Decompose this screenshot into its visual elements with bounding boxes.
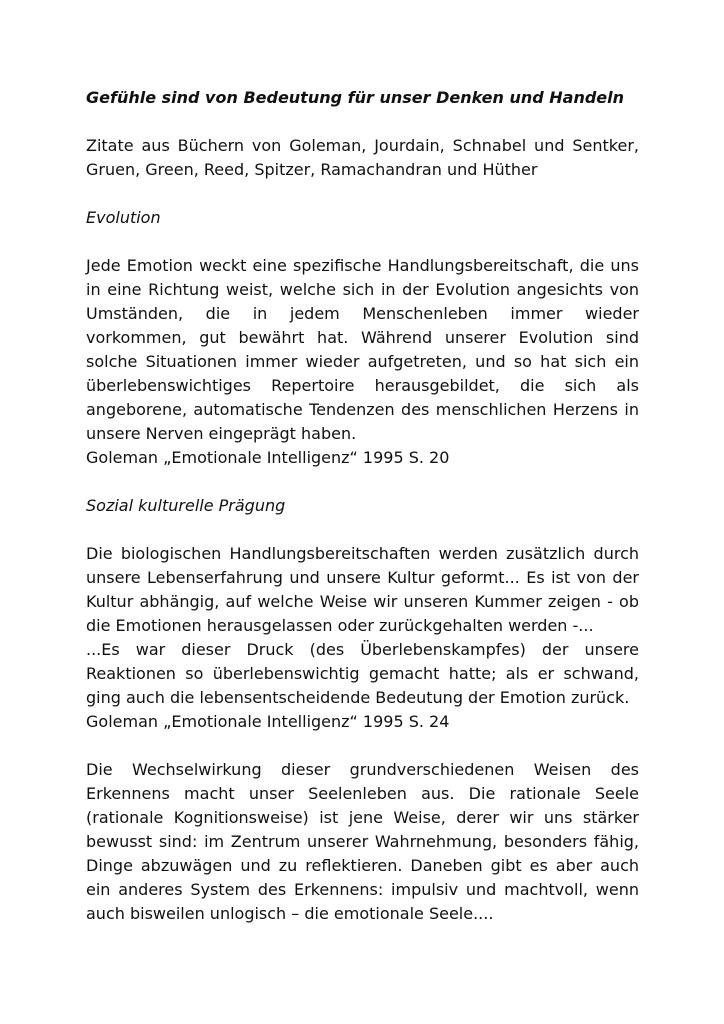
section-sozial-kulturelle-praegung <box>86 542 639 734</box>
section-heading-sozial-kulturelle-praegung: Sozial kulturelle Prägung <box>86 496 286 515</box>
document-title: Gefühle sind von Bedeutung für unser Denken und Handeln <box>86 88 625 107</box>
intro-paragraph: Zitate aus Büchern von Goleman, Jourdain, Schnabel und Sentker, Gruen, Green, Reed, Spitzer, Ramachandran und Hüther <box>86 136 639 179</box>
document-page <box>86 86 639 926</box>
praegung-paragraph-1: Die biologischen Handlungsbereitschaften werden zusätzlich durch unsere Lebenserfahrung und unsere Kultur geformt... Es ist von der Kultur abhängig, auf welche Weise wir unseren Kummer zeigen - ob die Emotionen herausgelassen oder zurückgehalten werden -... <box>86 544 639 635</box>
section-evolution <box>86 254 639 470</box>
praegung-paragraph-2: ...Es war dieser Druck (des Überlebenskampfes) der unsere Reaktionen so überlebenswichtig gemacht hatte; als er schwand, ging auch die lebensentscheidende Bedeutung der Emotion zurück. <box>86 640 639 707</box>
section-heading-evolution: Evolution <box>86 208 161 227</box>
praegung-citation: Goleman „Emotionale Intelligenz“ 1995 S. 24 <box>86 712 450 731</box>
closing-paragraph: Die Wechselwirkung dieser grundverschiedenen Weisen des Erkennens macht unser Seelenleben aus. Die rationale Seele (rationale Kognitionsweise) ist jene Weise, derer wir uns stärker bewusst sind: im Zentrum unserer Wahrnehmung, besonders fähig, Dinge abzuwägen und zu reflektieren. Daneben gibt es aber auch ein anderes System des Erkennens: impulsiv und machtvoll, wenn auch bisweilen unlogisch – die emotionale Seele.... <box>86 760 639 923</box>
evolution-citation: Goleman „Emotionale Intelligenz“ 1995 S. 20 <box>86 448 450 467</box>
evolution-paragraph: Jede Emotion weckt eine spezifische Handlungsbereitschaft, die uns in eine Richtung weist, welche sich in der Evolution angesichts von Umständen, die in jedem Menschenleben immer wieder vorkommen, gut bewährt hat. Während unserer Evolution sind solche Situationen immer wieder aufgetreten, und so hat sich ein überlebenswichtiges Repertoire herausgebildet, die sich als angeborene, automatische Tendenzen des menschlichen Herzens in unsere Nerven eingeprägt haben. <box>86 256 639 443</box>
